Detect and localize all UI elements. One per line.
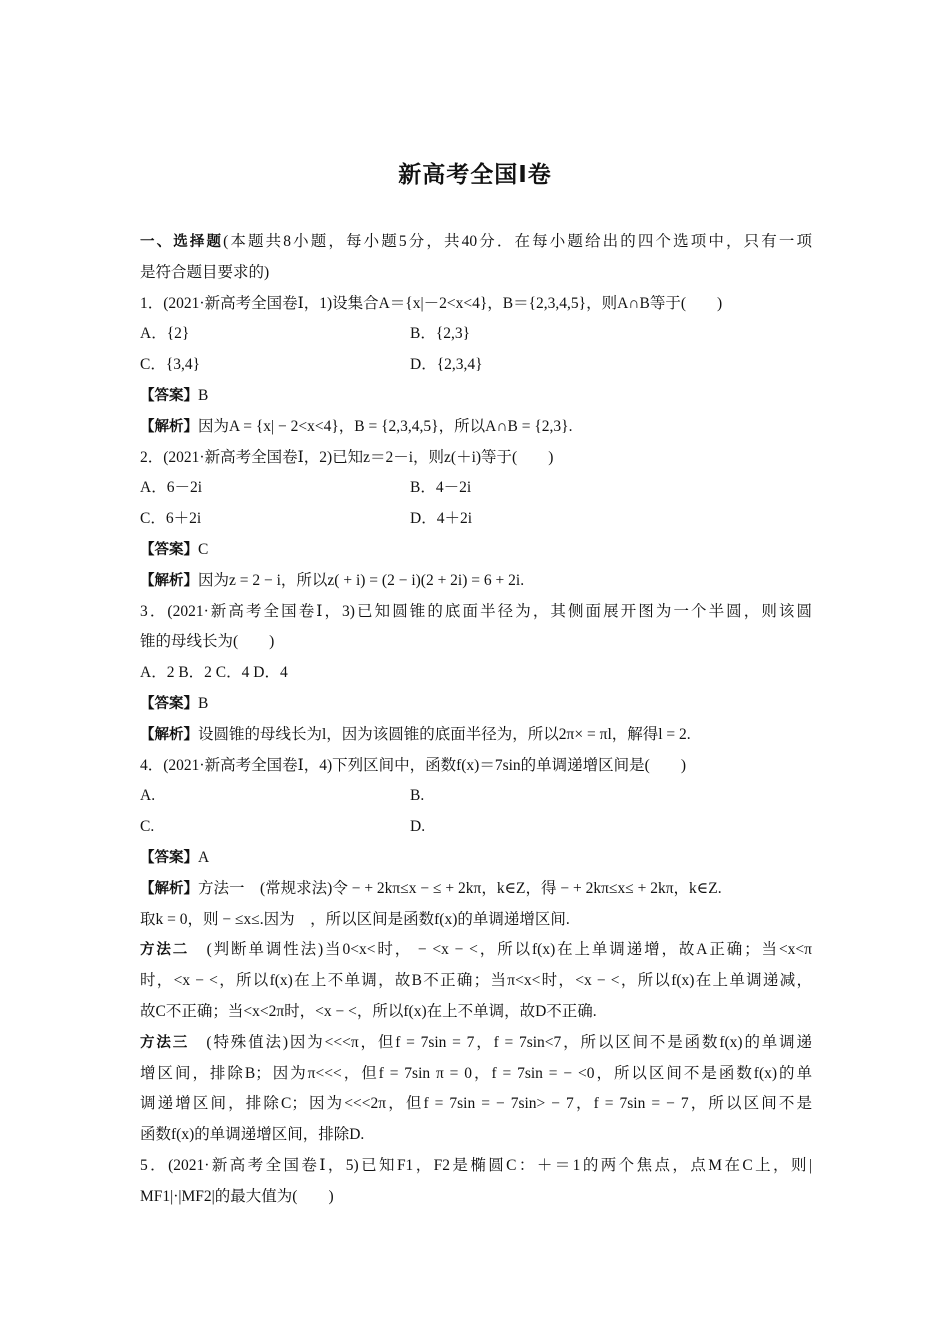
question-2-stem: 2．(2021·新高考全国卷Ⅰ，2)已知z＝2－i，则z(＋i)等于( ) — [140, 448, 554, 466]
question-2-options-row-2 — [140, 504, 812, 535]
analysis-text: 因为z = 2 − i，所以z( + i) = (2 − i)(2 + 2i) = 6 + 2i. — [198, 571, 525, 589]
analysis-text: 因为A = {x| − 2<x<4}，B = {2,3,4,5}，所以A∩B = {2,3}. — [198, 417, 573, 435]
question-5-stem-cont: MF1|·|MF2|的最大值为( ) — [140, 1187, 334, 1205]
option-a: A．{2} — [140, 325, 190, 343]
question-4-method-1-cont: 取k = 0，则 − ≤x≤.因为 ，所以区间是函数f(x)的单调递增区间. — [140, 910, 570, 928]
option-a: A．6－2i — [140, 479, 203, 497]
question-1-analysis — [140, 412, 812, 443]
answer-value: C — [198, 540, 209, 558]
question-4-method-3-cont-2: 调递增区间，排除C；因为<<<2π，但f = 7sin = − 7sin> − 7，f = 7sin = − 7，所以区间不是 — [140, 1095, 812, 1113]
analysis-label: 【解析】 — [140, 418, 198, 435]
question-1-answer — [140, 381, 812, 412]
option-a: A. — [140, 787, 156, 805]
answer-value: A — [198, 848, 210, 866]
option-d: D．4＋2i — [410, 510, 473, 528]
answer-value: B — [198, 386, 209, 404]
answer-value: B — [198, 694, 209, 712]
question-2-answer — [140, 535, 812, 566]
option-b: B．{2,3} — [410, 325, 471, 343]
answer-label: 【答案】 — [140, 695, 198, 712]
analysis-label: 【解析】 — [140, 572, 198, 589]
question-2-options-row-1 — [140, 473, 812, 504]
method-3-label: 方法三 — [140, 1034, 190, 1051]
analysis-label: 【解析】 — [140, 880, 198, 897]
question-4-options-row-2 — [140, 812, 812, 843]
question-1-stem: 1．(2021·新高考全国卷Ⅰ，1)设集合A＝{x|－2<x<4}，B＝{2,3,4,5}，则A∩B等于( ) — [140, 294, 723, 312]
section-description-cont: 是符合题目要求的) — [140, 263, 270, 281]
page-title: 新高考全国Ⅰ卷 — [398, 162, 552, 188]
answer-label: 【答案】 — [140, 387, 198, 404]
question-4-method-3 — [140, 1028, 812, 1059]
question-1-options-row-1 — [140, 319, 812, 350]
option-b: B. — [410, 787, 425, 805]
question-5-stem: 5．(2021·新高考全国卷Ⅰ，5)已知F1，F2是椭圆C：＋＝1的两个焦点，点M在C上，则| — [140, 1156, 812, 1174]
document-body — [140, 227, 812, 1213]
question-4-method-2-cont-2: 故C不正确；当<x<2π时，<x − <，所以f(x)在上不单调，故D不正确. — [140, 1002, 597, 1020]
question-2-analysis — [140, 566, 812, 597]
method-2-label: 方法二 — [140, 942, 190, 959]
option-c: C．6＋2i — [140, 510, 202, 528]
option-d: D．{2,3,4} — [410, 356, 483, 374]
question-4-analysis-method-1 — [140, 874, 812, 905]
question-4-method-2-cont-1: 时，<x − <，所以f(x)在上不单调，故B不正确；当π<x<时，<x − <，所以f(x)在上单调递减， — [140, 972, 812, 990]
answer-label: 【答案】 — [140, 849, 198, 866]
option-c: C. — [140, 818, 155, 836]
question-4-options-row-1 — [140, 781, 812, 812]
answer-label: 【答案】 — [140, 541, 198, 558]
question-3-options: A．2 B．2 C．4 D．4 — [140, 664, 288, 682]
analysis-text: 方法一 (常规求法)令 − + 2kπ≤x − ≤ + 2kπ，k∈Z，得 − + 2kπ≤x≤ + 2kπ，k∈Z. — [198, 879, 722, 897]
question-3-stem: 3．(2021·新高考全国卷Ⅰ，3)已知圆锥的底面半径为，其侧面展开图为一个半圆，则该圆 — [140, 602, 812, 620]
section-heading: 一、选择题 — [140, 234, 224, 250]
question-4-method-3-cont-1: 增区间，排除B；因为π<<<，但f = 7sin π = 0，f = 7sin = − <0，所以区间不是函数f(x)的单 — [140, 1064, 812, 1082]
analysis-text: 设圆锥的母线长为l，因为该圆锥的底面半径为，所以2π× = πl，解得l = 2. — [198, 725, 691, 743]
option-c: C．{3,4} — [140, 356, 201, 374]
analysis-label: 【解析】 — [140, 726, 198, 743]
method-2-text: (判断单调性法)当0<x<时， − <x − <，所以f(x)在上单调递增，故A正确；当<x<π — [189, 941, 812, 959]
section-description: (本题共8小题，每小题5分，共40分．在每小题给出的四个选项中，只有一项 — [223, 233, 812, 250]
question-1-options-row-2 — [140, 350, 812, 381]
option-b: B．4－2i — [410, 479, 472, 497]
question-3-analysis — [140, 720, 812, 751]
question-4-stem: 4．(2021·新高考全国卷Ⅰ，4)下列区间中，函数f(x)＝7sin的单调递增区间是( ) — [140, 756, 687, 774]
question-4-method-2 — [140, 935, 812, 966]
method-3-text: (特殊值法)因为<<<π，但f = 7sin = 7，f = 7sin<7，所以区间不是函数f(x)的单调递 — [189, 1033, 813, 1051]
question-3-stem-cont: 锥的母线长为( ) — [140, 633, 275, 651]
option-d: D. — [410, 818, 426, 836]
question-4-answer — [140, 843, 812, 874]
question-4-method-3-cont-3: 函数f(x)的单调递增区间，排除D. — [140, 1126, 365, 1144]
question-3-answer — [140, 689, 812, 720]
section-intro-line-1 — [140, 227, 812, 258]
